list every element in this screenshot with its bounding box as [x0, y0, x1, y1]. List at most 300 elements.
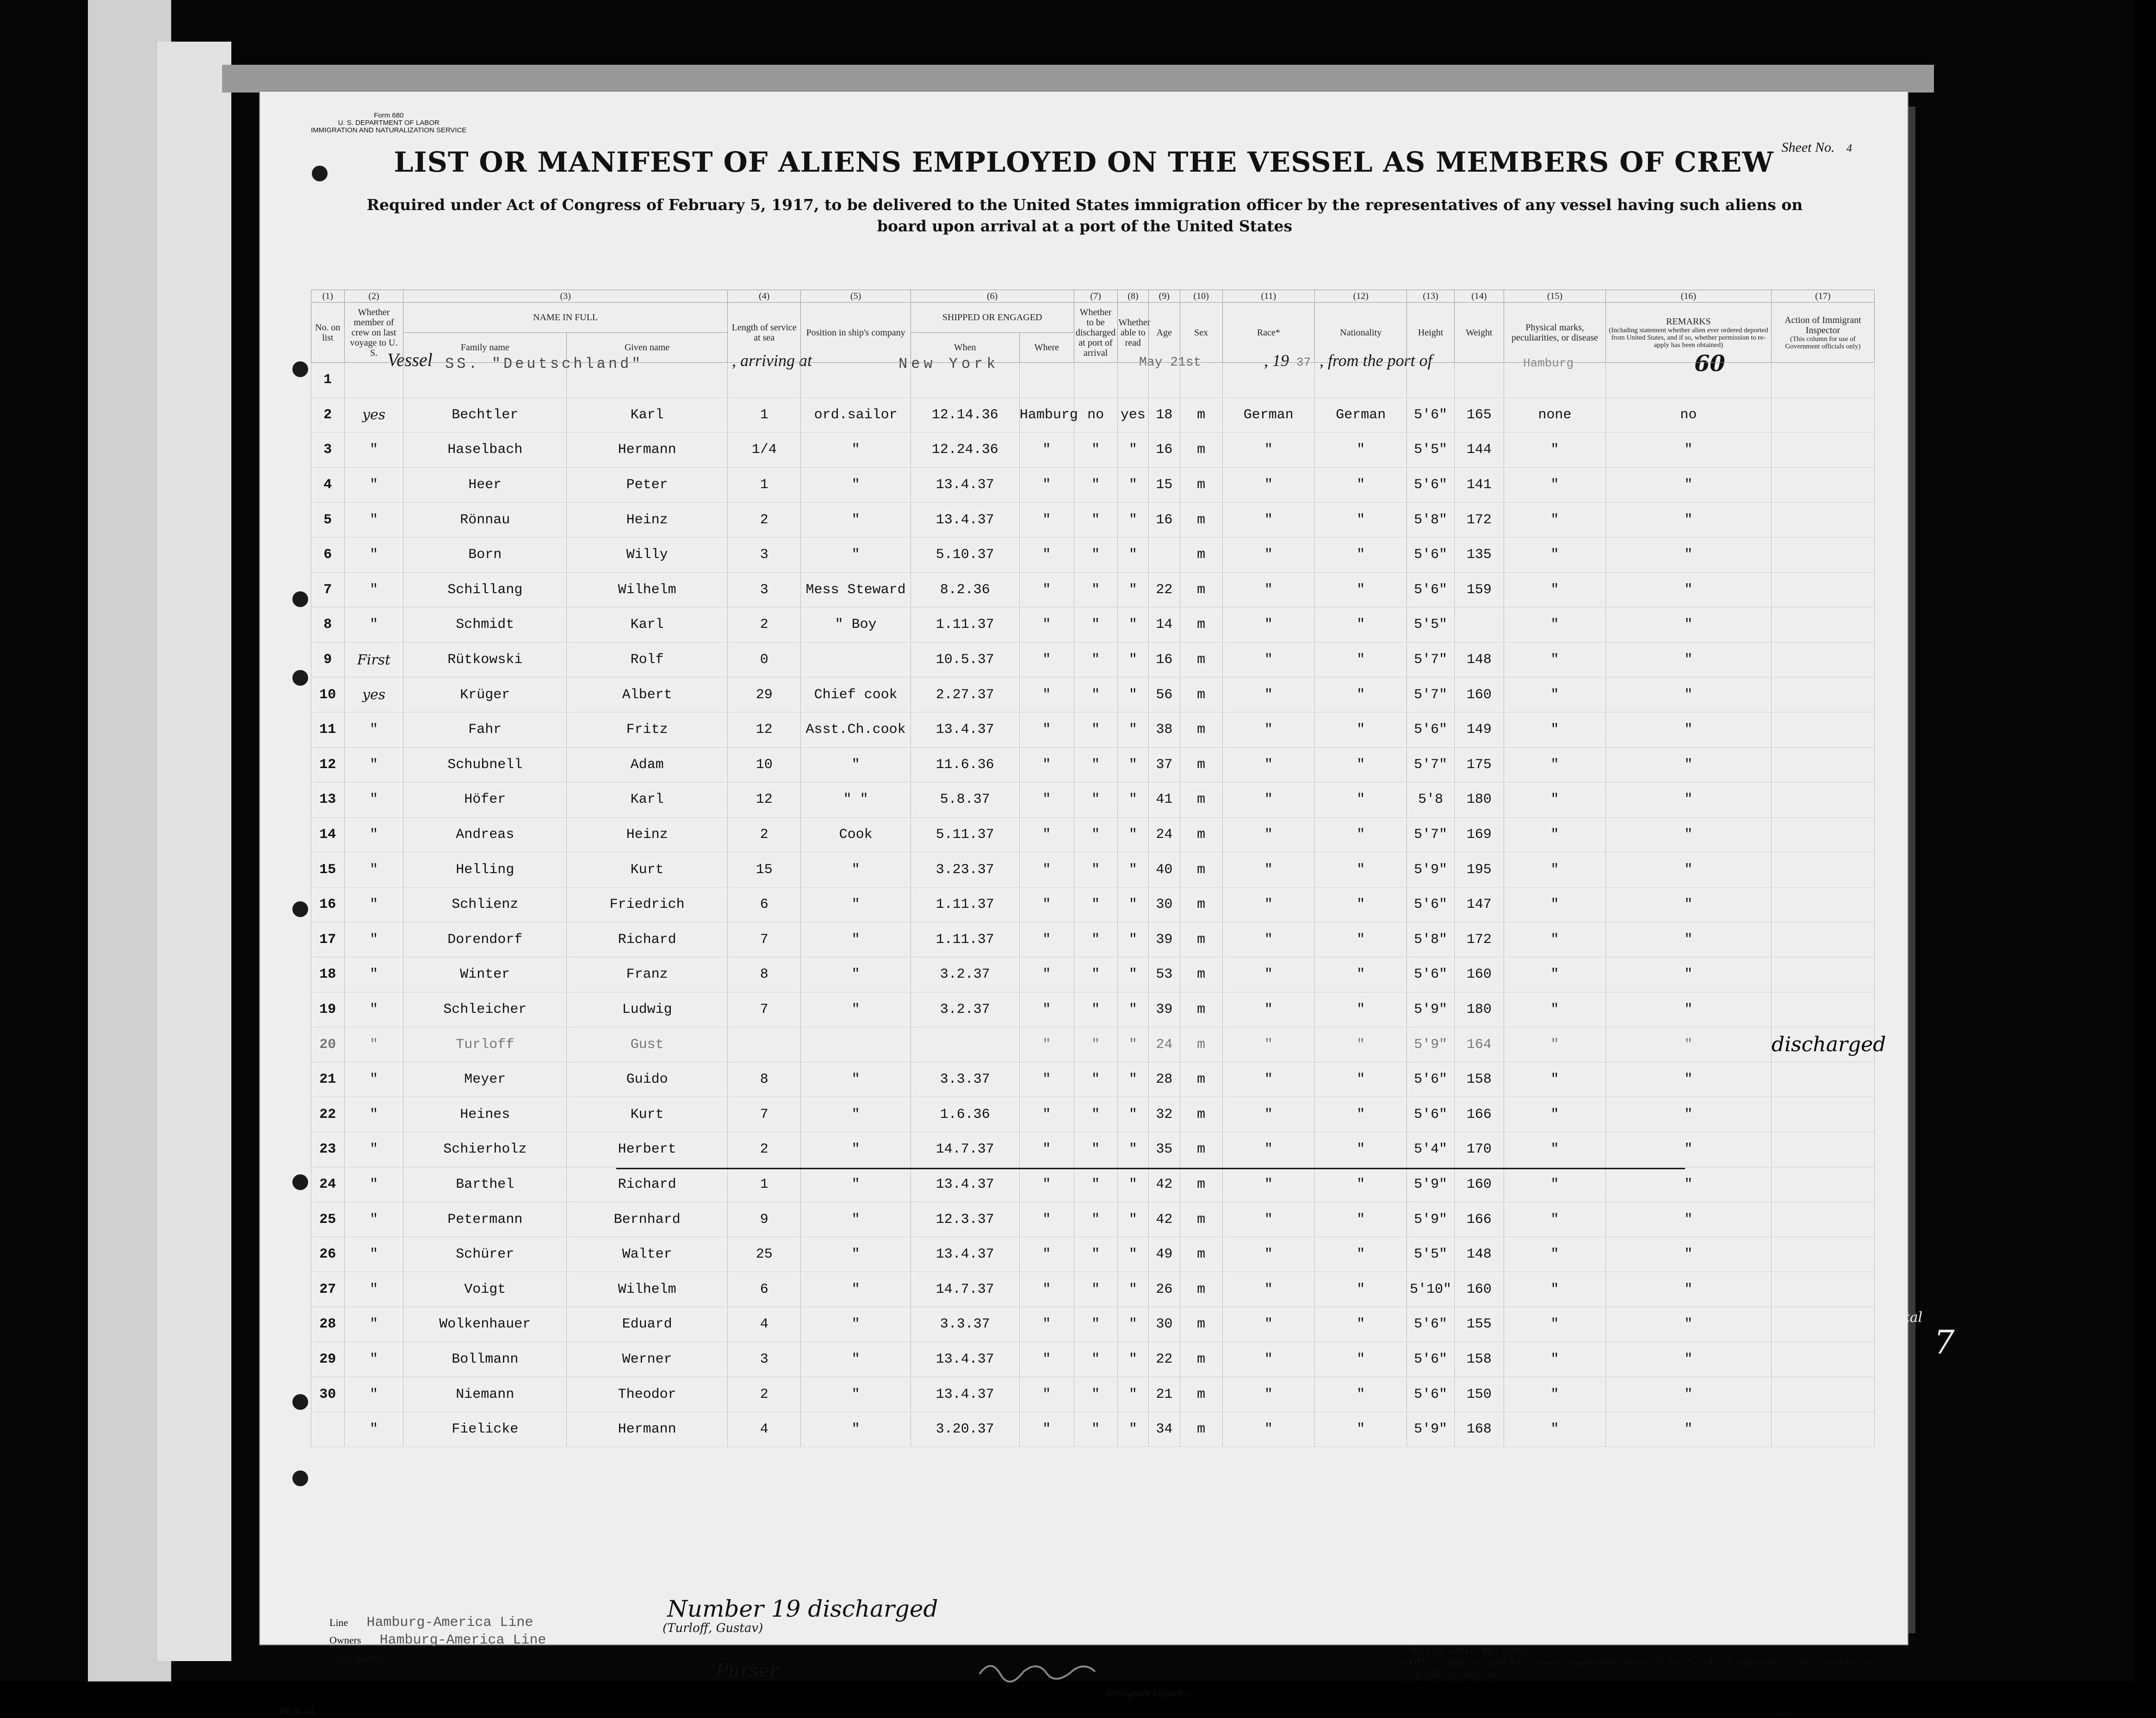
remarks: ": [1605, 1202, 1771, 1237]
physical-marks: ": [1504, 502, 1606, 538]
inspector-action: [1771, 852, 1874, 887]
manifest-sheet: [259, 91, 1908, 1718]
inspector-action: [1771, 433, 1874, 468]
form-header: [311, 112, 466, 134]
position: ": [801, 1097, 911, 1132]
age: 34: [1149, 1412, 1180, 1447]
table-row: [311, 782, 1875, 818]
row-number: 4: [311, 467, 345, 502]
shipped-when: 3.20.37: [911, 1412, 1019, 1447]
last-voyage: ": [344, 817, 403, 852]
physical-marks: ": [1504, 1272, 1606, 1307]
to-be-discharged: ": [1074, 1237, 1117, 1272]
shipped-where: ": [1019, 1377, 1074, 1412]
given-name: Albert: [567, 677, 728, 713]
shipped-where: ": [1019, 572, 1074, 608]
inspector-action: [1771, 887, 1874, 922]
family-name: Helling: [403, 852, 567, 887]
age: 24: [1149, 1027, 1180, 1062]
row-number: 9: [311, 642, 345, 677]
age: 42: [1149, 1202, 1180, 1237]
shipped-when: 12.24.36: [911, 433, 1019, 468]
sex: m: [1180, 1272, 1222, 1307]
age: 30: [1149, 1307, 1180, 1342]
row-number: 20: [311, 1027, 345, 1062]
able-to-read: ": [1117, 1097, 1148, 1132]
given-name: Karl: [567, 397, 728, 433]
col-num-17: (17): [1771, 290, 1874, 303]
physical-marks: ": [1504, 642, 1606, 677]
inspector-action: [1771, 712, 1874, 747]
physical-marks: ": [1504, 852, 1606, 887]
shipped-when: 1.6.36: [911, 1097, 1019, 1132]
age: 32: [1149, 1097, 1180, 1132]
physical-marks: ": [1504, 992, 1606, 1027]
able-to-read: ": [1117, 537, 1148, 572]
last-voyage: ": [344, 887, 403, 922]
sex: m: [1180, 782, 1222, 818]
punch-hole: [292, 361, 308, 377]
physical-marks: ": [1504, 957, 1606, 992]
sex: m: [1180, 1342, 1222, 1377]
table-row: [311, 922, 1875, 957]
race: ": [1222, 433, 1314, 468]
row-number: 28: [311, 1307, 345, 1342]
family-name: Schierholz: [403, 1132, 567, 1167]
physical-marks: ": [1504, 1412, 1606, 1447]
able-to-read: ": [1117, 957, 1148, 992]
last-voyage: ": [344, 1377, 403, 1412]
row-number: 22: [311, 1097, 345, 1132]
shipped-where: ": [1019, 1412, 1074, 1447]
sex: m: [1180, 502, 1222, 538]
line-value: Hamburg-America Line: [366, 1615, 533, 1631]
physical-marks: ": [1504, 1307, 1606, 1342]
height: 5'6": [1407, 1377, 1454, 1412]
nationality: ": [1315, 1097, 1407, 1132]
weight: 166: [1454, 1202, 1504, 1237]
col-num-2: (2): [344, 290, 403, 303]
col-num-5: (5): [801, 290, 911, 303]
remarks: ": [1605, 1097, 1771, 1132]
sex: m: [1180, 992, 1222, 1027]
sex: m: [1180, 852, 1222, 887]
remarks: ": [1605, 747, 1771, 782]
row-number: 6: [311, 537, 345, 572]
family-name: Krüger: [403, 677, 567, 713]
race: ": [1222, 1307, 1314, 1342]
family-name: Fahr: [403, 712, 567, 747]
arriving-label: , arriving at: [732, 351, 812, 370]
weight: 144: [1454, 433, 1504, 468]
inspector-action: [1771, 1237, 1874, 1272]
service-name: IMMIGRATION AND NATURALIZATION SERVICE: [311, 126, 467, 134]
able-to-read: ": [1117, 502, 1148, 538]
age: 18: [1149, 397, 1180, 433]
sex: m: [1180, 537, 1222, 572]
header-able-to-read: Whether able to read: [1117, 303, 1148, 363]
remarks: ": [1605, 1167, 1771, 1202]
weight: 147: [1454, 887, 1504, 922]
to-be-discharged: ": [1074, 817, 1117, 852]
weight: 160: [1454, 1167, 1504, 1202]
able-to-read: ": [1117, 1377, 1148, 1412]
col-num-13: (13): [1407, 290, 1454, 303]
shipped-when: [911, 363, 1019, 398]
position: ": [801, 1307, 911, 1342]
nationality: ": [1315, 747, 1407, 782]
last-voyage: ": [344, 1097, 403, 1132]
handwritten-discharge-note: Number 19 discharged: [667, 1595, 938, 1622]
given-name: Ludwig: [567, 992, 728, 1027]
position: Mess Steward: [801, 572, 911, 608]
remarks: ": [1605, 1237, 1771, 1272]
weight: 159: [1454, 572, 1504, 608]
header-remarks: [1605, 303, 1771, 363]
table-row: [311, 572, 1875, 608]
corner-number: 60: [1694, 351, 1725, 377]
sex: m: [1180, 1167, 1222, 1202]
service-length: 1: [727, 397, 801, 433]
shipped-when: 3.3.37: [911, 1307, 1019, 1342]
sex: m: [1180, 747, 1222, 782]
given-name: Karl: [567, 782, 728, 818]
to-be-discharged: ": [1074, 747, 1117, 782]
shipped-when: 3.2.37: [911, 992, 1019, 1027]
table-row: [311, 1272, 1875, 1307]
col-num-4: (4): [727, 290, 801, 303]
row-number: 23: [311, 1132, 345, 1167]
service-length: 1/4: [727, 433, 801, 468]
column-header-row: [311, 303, 1875, 333]
family-name: Fielicke: [403, 1412, 567, 1447]
position: ": [801, 1202, 911, 1237]
race: ": [1222, 1272, 1314, 1307]
race: ": [1222, 1027, 1314, 1062]
col-num-12: (12): [1315, 290, 1407, 303]
family-name: Schleicher: [403, 992, 567, 1027]
sex: m: [1180, 712, 1222, 747]
to-be-discharged: ": [1074, 1062, 1117, 1097]
race: ": [1222, 1167, 1314, 1202]
weight: 160: [1454, 957, 1504, 992]
to-be-discharged: ": [1074, 572, 1117, 608]
to-be-discharged: ": [1074, 1097, 1117, 1132]
schedule-number: Sch. 571: [1772, 1710, 1797, 1718]
remarks: ": [1605, 712, 1771, 747]
header-to-be-discharged: Whether to be discharged at port of arrival: [1074, 303, 1117, 363]
able-to-read: ": [1117, 1272, 1148, 1307]
line-label: Line: [329, 1617, 348, 1628]
shipped-where: ": [1019, 957, 1074, 992]
height: 5'6": [1407, 1307, 1454, 1342]
last-voyage: ": [344, 1412, 403, 1447]
given-name: Walter: [567, 1237, 728, 1272]
race: ": [1222, 852, 1314, 887]
col-num-7: (7): [1074, 290, 1117, 303]
given-name: Wilhelm: [567, 572, 728, 608]
to-be-discharged: ": [1074, 677, 1117, 713]
race: ": [1222, 1202, 1314, 1237]
service-length: 1: [727, 1167, 801, 1202]
physical-marks: ": [1504, 1132, 1606, 1167]
nationality: ": [1315, 608, 1407, 643]
physical-marks: ": [1504, 1202, 1606, 1237]
shipped-where: ": [1019, 1237, 1074, 1272]
shipped-where: ": [1019, 642, 1074, 677]
remarks: ": [1605, 1062, 1771, 1097]
remarks: ": [1605, 1132, 1771, 1167]
physical-marks: ": [1504, 608, 1606, 643]
service-length: 29: [727, 677, 801, 713]
to-be-discharged: no: [1074, 397, 1117, 433]
table-row: [311, 397, 1875, 433]
nationality: ": [1315, 572, 1407, 608]
header-when: When: [911, 333, 1019, 363]
shipped-when: 13.4.37: [911, 1167, 1019, 1202]
height: 5'9": [1407, 852, 1454, 887]
weight: 168: [1454, 1412, 1504, 1447]
inspector-action: [1771, 1342, 1874, 1377]
header-no-on-list: No. on list: [311, 303, 345, 363]
row-number: 30: [311, 1377, 345, 1412]
punch-hole: [292, 670, 308, 686]
weight: 170: [1454, 1132, 1504, 1167]
age: 56: [1149, 677, 1180, 713]
department-name: U. S. DEPARTMENT OF LABOR: [338, 119, 440, 127]
shipped-where: ": [1019, 502, 1074, 538]
last-voyage: [344, 363, 403, 398]
inspector-action: [1771, 502, 1874, 538]
inspector-action: [1771, 1377, 1874, 1412]
nationality: ": [1315, 1027, 1407, 1062]
shipped-where: ": [1019, 992, 1074, 1027]
to-be-discharged: ": [1074, 1342, 1117, 1377]
able-to-read: [1117, 363, 1148, 398]
able-to-read: ": [1117, 467, 1148, 502]
table-row: [311, 433, 1875, 468]
service-length: 8: [727, 1062, 801, 1097]
inspector-signature: [977, 1656, 1097, 1689]
age: 16: [1149, 433, 1180, 468]
able-to-read: ": [1117, 1412, 1148, 1447]
physical-marks: ": [1504, 817, 1606, 852]
race: ": [1222, 1237, 1314, 1272]
shipped-where: ": [1019, 1062, 1074, 1097]
to-be-discharged: ": [1074, 1272, 1117, 1307]
row-number: 11: [311, 712, 345, 747]
able-to-read: ": [1117, 712, 1148, 747]
row-number: 13: [311, 782, 345, 818]
able-to-read: ": [1117, 887, 1148, 922]
race: ": [1222, 887, 1314, 922]
nationality: ": [1315, 1167, 1407, 1202]
able-to-read: ": [1117, 1132, 1148, 1167]
agents-label: Local Agents: [329, 1652, 384, 1663]
shipped-where: ": [1019, 922, 1074, 957]
shipped-where: ": [1019, 1342, 1074, 1377]
sex: m: [1180, 1307, 1222, 1342]
inspector-action: [1771, 782, 1874, 818]
remarks: ": [1605, 922, 1771, 957]
sex: m: [1180, 1062, 1222, 1097]
able-to-read: ": [1117, 1237, 1148, 1272]
given-name: Franz: [567, 957, 728, 992]
physical-marks: ": [1504, 1027, 1606, 1062]
table-row: [311, 817, 1875, 852]
purser-signature: Pürser: [716, 1660, 779, 1681]
remarks: ": [1605, 677, 1771, 713]
to-be-discharged: ": [1074, 922, 1117, 957]
race: ": [1222, 1132, 1314, 1167]
left-edge-paper-inner: [157, 42, 231, 1661]
service-length: 7: [727, 992, 801, 1027]
able-to-read: ": [1117, 642, 1148, 677]
age: [1149, 537, 1180, 572]
race: ": [1222, 1412, 1314, 1447]
to-be-discharged: ": [1074, 782, 1117, 818]
height: 5'7": [1407, 747, 1454, 782]
service-length: 4: [727, 1412, 801, 1447]
weight: 172: [1454, 922, 1504, 957]
height: 5'9": [1407, 1167, 1454, 1202]
weight: 172: [1454, 502, 1504, 538]
family-name: Voigt: [403, 1272, 567, 1307]
remarks: ": [1605, 1307, 1771, 1342]
last-voyage: ": [344, 608, 403, 643]
shipped-where: ": [1019, 887, 1074, 922]
table-row: [311, 992, 1875, 1027]
shipped-when: 3.2.37: [911, 957, 1019, 992]
remarks: ": [1605, 502, 1771, 538]
to-be-discharged: ": [1074, 433, 1117, 468]
family-name: Andreas: [403, 817, 567, 852]
shipped-when: 14.7.37: [911, 1272, 1019, 1307]
penalty-note: NOTE. — Failure to furnish full or correct information in columns (3), (6), (7), and (8) is punishable by a fine of ten dollars for each alien. See other side.: [1403, 1657, 1875, 1680]
sex: m: [1180, 1132, 1222, 1167]
height: 5'6": [1407, 712, 1454, 747]
height: 5'9": [1407, 1027, 1454, 1062]
shipped-where: ": [1019, 467, 1074, 502]
position: ": [801, 1342, 911, 1377]
physical-marks: ": [1504, 677, 1606, 713]
form-number: Form 680: [374, 112, 404, 119]
physical-marks: ": [1504, 1237, 1606, 1272]
weight: 160: [1454, 1272, 1504, 1307]
col-num-3: (3): [403, 290, 728, 303]
last-voyage: ": [344, 1237, 403, 1272]
able-to-read: ": [1117, 1202, 1148, 1237]
family-name: Born: [403, 537, 567, 572]
table-row: [311, 1062, 1875, 1097]
inspector-action: [1771, 1412, 1874, 1447]
shipped-where: ": [1019, 1167, 1074, 1202]
nationality: ": [1315, 433, 1407, 468]
age: 16: [1149, 502, 1180, 538]
position: [801, 363, 911, 398]
last-voyage: ": [344, 957, 403, 992]
col-num-1: (1): [311, 290, 345, 303]
remarks: ": [1605, 957, 1771, 992]
service-length: 2: [727, 1132, 801, 1167]
height: 5'9": [1407, 992, 1454, 1027]
position: ": [801, 537, 911, 572]
shipped-when: 5.11.37: [911, 817, 1019, 852]
given-name: Herbert: [567, 1132, 728, 1167]
sex: m: [1180, 608, 1222, 643]
position: ord.sailor: [801, 397, 911, 433]
height: 5'5": [1407, 433, 1454, 468]
height: 5'7": [1407, 642, 1454, 677]
table-row: [311, 1237, 1875, 1272]
row-number: 3: [311, 433, 345, 468]
table-row: [311, 642, 1875, 677]
service-length: 2: [727, 1377, 801, 1412]
position: Cook: [801, 817, 911, 852]
position: " ": [801, 782, 911, 818]
shipped-where: ": [1019, 1097, 1074, 1132]
inspector-action: [1771, 922, 1874, 957]
inspector-action: [1771, 537, 1874, 572]
nationality: ": [1315, 642, 1407, 677]
position: ": [801, 1272, 911, 1307]
age: [1149, 363, 1180, 398]
given-name: Theodor: [567, 1377, 728, 1412]
race: ": [1222, 642, 1314, 677]
row-number: 17: [311, 922, 345, 957]
sex: m: [1180, 922, 1222, 957]
remarks: ": [1605, 1027, 1771, 1062]
weight: 169: [1454, 817, 1504, 852]
able-to-read: ": [1117, 1062, 1148, 1097]
remarks: ": [1605, 572, 1771, 608]
race: ": [1222, 608, 1314, 643]
physical-marks: ": [1504, 712, 1606, 747]
given-name: Adam: [567, 747, 728, 782]
position: ": [801, 922, 911, 957]
remarks: ": [1605, 608, 1771, 643]
row-number: 19: [311, 992, 345, 1027]
shipped-where: ": [1019, 677, 1074, 713]
height: 5'7": [1407, 677, 1454, 713]
race: ": [1222, 782, 1314, 818]
age: 39: [1149, 992, 1180, 1027]
crew-rows: [311, 363, 1886, 1447]
col-num-6: (6): [911, 290, 1074, 303]
last-voyage: ": [344, 1132, 403, 1167]
height: [1407, 363, 1454, 398]
year-value: 37: [1296, 355, 1311, 369]
height: 5'8": [1407, 502, 1454, 538]
race: ": [1222, 467, 1314, 502]
nationality: ": [1315, 782, 1407, 818]
family-name: Schürer: [403, 1237, 567, 1272]
remarks: ": [1605, 1342, 1771, 1377]
nationality: ": [1315, 1062, 1407, 1097]
to-be-discharged: ": [1074, 502, 1117, 538]
header-weight: Weight: [1454, 303, 1504, 363]
shipped-when: 3.3.37: [911, 1062, 1019, 1097]
age: 26: [1149, 1272, 1180, 1307]
family-name: Schillang: [403, 572, 567, 608]
table-row: [311, 852, 1875, 887]
sex: m: [1180, 1027, 1222, 1062]
service-length: 3: [727, 537, 801, 572]
shipped-when: 1.11.37: [911, 922, 1019, 957]
handwritten-discharge-names: (Turloff, Gustav): [663, 1621, 763, 1635]
to-be-discharged: ": [1074, 1027, 1117, 1062]
sex: m: [1180, 467, 1222, 502]
